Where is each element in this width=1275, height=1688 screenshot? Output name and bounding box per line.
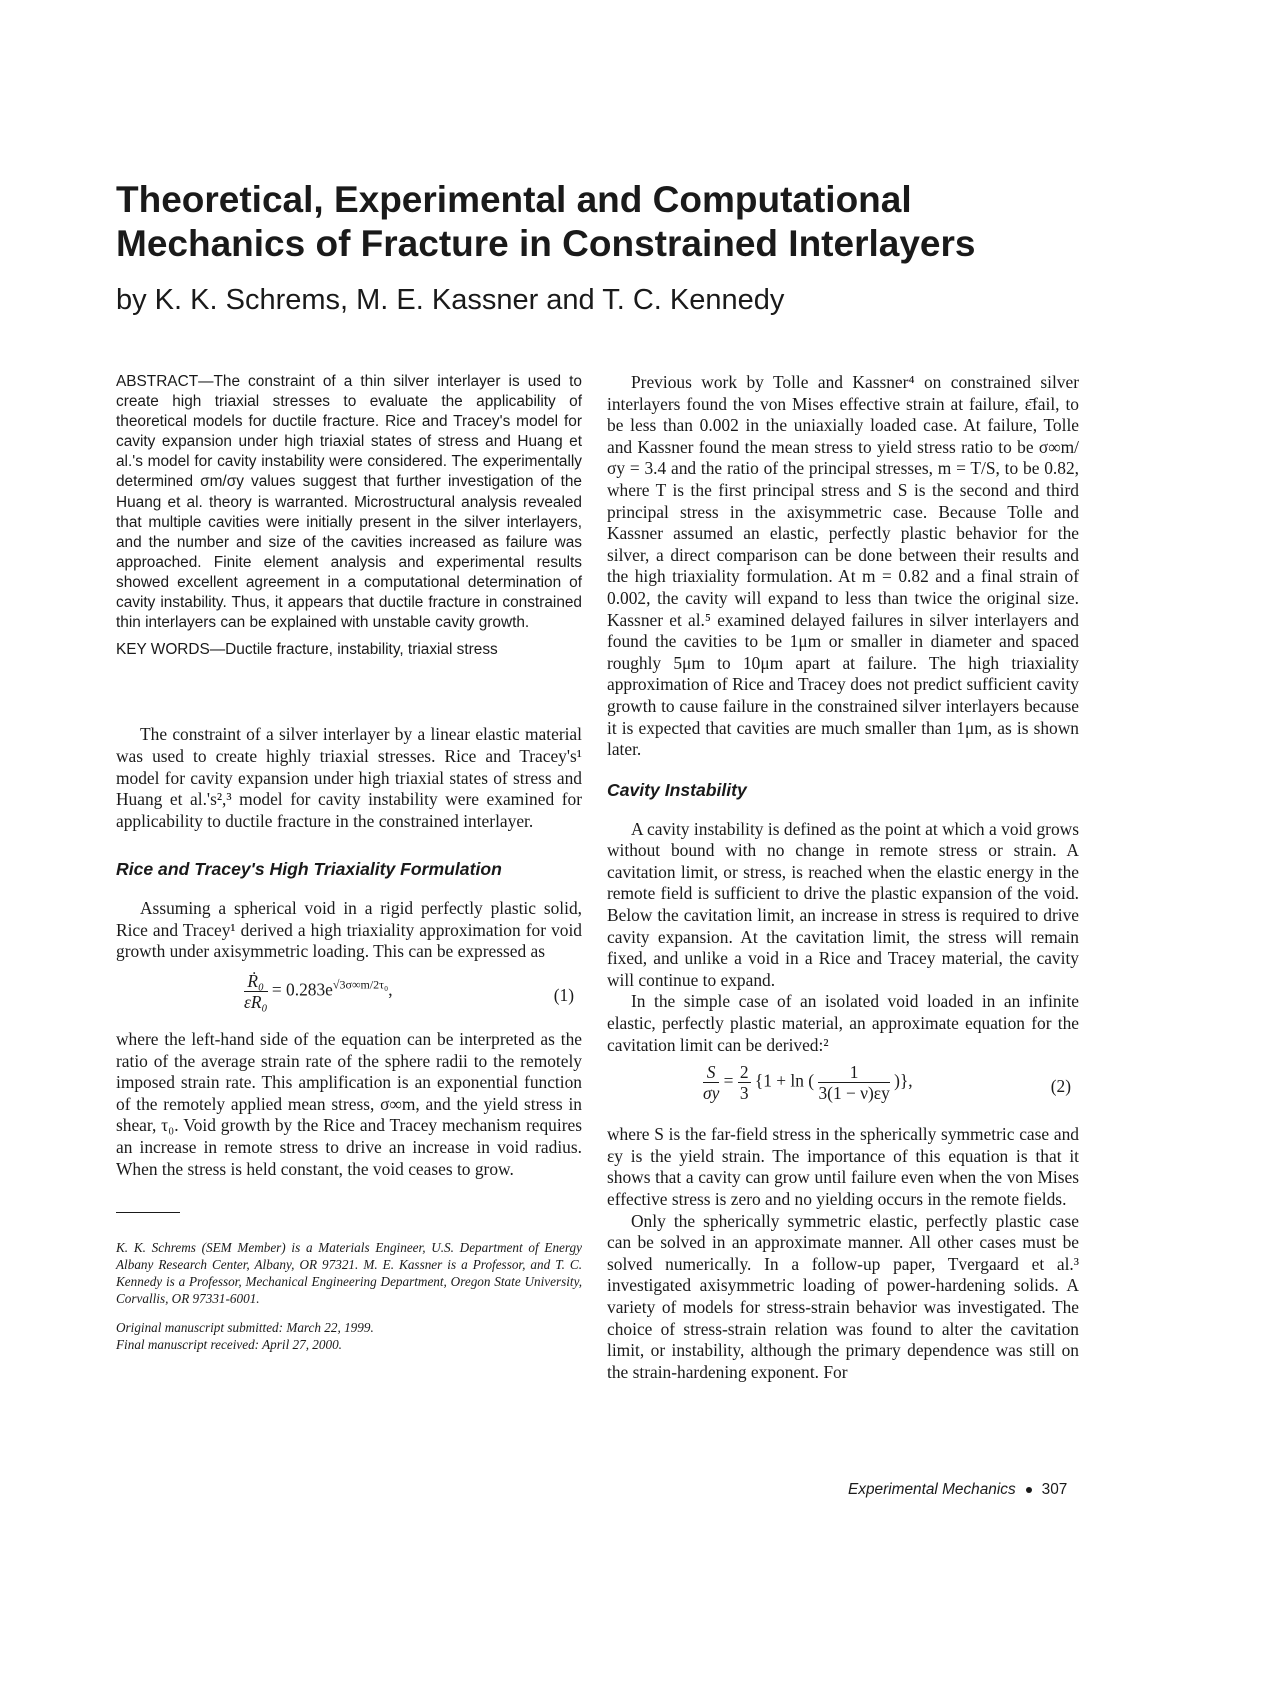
- title-line-2: Mechanics of Fracture in Constrained Interlayers: [116, 223, 976, 264]
- eq2-lhs-num: S: [703, 1062, 719, 1083]
- previous-work-paragraph: Previous work by Tolle and Kassner⁴ on constrained silver interlayers found the von Mises effective strain at failure, ε̄fail, to be less than 0.002 in the uniaxially loaded case. At failure, Tolle and Kassner found the mean stress to yield stress ratio to be σ∞m/σy = 3.4 and the ratio of the principal stresses, m = T/S, to be 0.82, where T is the first principal stress and S is the second and third principal stress in the axisymmetric case. Because Tolle and Kassner assumed an elastic, perfectly plastic behavior for the silver, a direct comparison can be done between their results and the high triaxiality formulation. At m = 0.82 and a final strain of 0.002, the cavity will expand to less than twice the original size. Kassner et al.⁵ examined delayed failures in silver interlayers and found the cavities to be 1μm or smaller in diameter and spaced roughly 5μm to 10μm apart at failure. The high triaxiality approximation of Rice and Tracey does not predict sufficient cavity growth to cause failure in the constrained silver interlayers because it is expected that cavities are much smaller than 1μm, as is shown later.: [607, 372, 1079, 760]
- keywords: KEY WORDS—Ductile fracture, instability, triaxial stress: [116, 641, 498, 659]
- rice-paragraph-1: Assuming a spherical void in a rigid perfectly plastic solid, Rice and Tracey¹ derived a high triaxiality approximation for void growth under axisymmetric loading. This can be expressed as: [116, 898, 582, 962]
- eq1-fraction: [244, 971, 268, 1012]
- cavity-paragraph-2: In the simple case of an isolated void loaded in an infinite elastic, perfectly plastic material, an approximate equation for the cavitation limit can be derived:²: [607, 991, 1079, 1055]
- eq2-lhs: [703, 1062, 719, 1103]
- eq1-denominator: ε̇R₀: [244, 992, 268, 1013]
- eq2-equals: =: [723, 1070, 734, 1091]
- eq2-coef: [738, 1062, 751, 1103]
- footnote-submitted: Original manuscript submitted: March 22, 1999.: [116, 1320, 374, 1336]
- footnote-received: Final manuscript received: April 27, 2000.: [116, 1337, 342, 1353]
- eq1-exponent: √3σ∞m/2τ₀: [332, 977, 389, 992]
- right-column: [607, 372, 1079, 1383]
- cavity-paragraph-4: Only the spherically symmetric elastic, perfectly plastic case can be solved in an approximate manner. All other cases must be solved numerically. In a follow-up paper, Tvergaard et al.³ investigated axisymmetric loading of power-hardening solids. A variety of models for stress-strain behavior was investigated. The choice of stress-strain relation was found to alter the cavitation limit, or instability, although the primary dependence was still on the strain-hardening exponent. For: [607, 1210, 1079, 1382]
- eq2-inner-num: 1: [818, 1062, 889, 1083]
- article-title: [116, 178, 1116, 266]
- eq2-inner-den: 3(1 − ν)εy: [818, 1083, 890, 1104]
- eq2-open: {1 + ln (: [754, 1070, 815, 1091]
- section-heading-rice-tracey: Rice and Tracey's High Triaxiality Formulation: [116, 859, 502, 880]
- equation-1: [116, 969, 582, 1025]
- eq2-number: (2): [1050, 1076, 1071, 1097]
- eq2-inner: [818, 1062, 889, 1103]
- left-column: [116, 372, 582, 1353]
- eq1-numerator: Ṙ₀: [244, 971, 268, 992]
- running-footer: [848, 1481, 1067, 1499]
- eq2-close: )},: [894, 1070, 913, 1091]
- intro-paragraph: The constraint of a silver interlayer by a linear elastic material was used to create highly triaxial stresses. Rice and Tracey's¹ model for cavity expansion under high triaxial states of stress and Huang et al.'s²,³ model for cavity instability were examined for applicability to ductile fracture in the constrained interlayer.: [116, 724, 582, 831]
- author-byline: by K. K. Schrems, M. E. Kassner and T. C. Kennedy: [116, 284, 785, 316]
- eq1-rhs: = 0.283e: [271, 979, 333, 1000]
- journal-name: Experimental Mechanics: [848, 1481, 1016, 1498]
- eq2-coef-num: 2: [739, 1062, 749, 1083]
- abstract: ABSTRACT—The constraint of a thin silver interlayer is used to create high triaxial stresses to evaluate the applicability of theoretical models for ductile fracture. Rice and Tracey's model for cavity expansion under high triaxial states of stress and Huang et al.'s model for cavity instability were considered. The experimentally determined σm/σy values suggest that further investigation of the Huang et al. theory is warranted. Microstructural analysis revealed that multiple cavities were initially present in the silver interlayers, and the number and size of the cavities increased as failure was approached. Finite element analysis and experimental results showed excellent agreement in a computational determination of cavity instability. Thus, it appears that ductile fracture in constrained thin interlayers can be explained with unstable cavity growth.: [116, 373, 582, 632]
- title-line-1: Theoretical, Experimental and Computational: [116, 179, 912, 220]
- equation-2: [607, 1060, 1079, 1120]
- eq2-lhs-den: σy: [703, 1083, 720, 1104]
- cavity-paragraph-3: where S is the far-field stress in the spherically symmetric case and εy is the yield strain. The importance of this equation is that it shows that a cavity can grow until failure even when the von Mises effective stress is zero and no yielding occurs in the remote fields.: [607, 1124, 1079, 1209]
- footnote-authors: K. K. Schrems (SEM Member) is a Materials Engineer, U.S. Department of Energy Albany Research Center, Albany, OR 97321. M. E. Kassner is a Professor, and T. C. Kennedy is a Professor, Mechanical Engineering Department, Oregon State University, Corvallis, OR 97331-6001.: [116, 1240, 582, 1307]
- eq1-number: (1): [553, 985, 574, 1006]
- page-number: 307: [1041, 1481, 1068, 1498]
- cavity-paragraph-1: A cavity instability is defined as the point at which a void grows without bound with no change in remote stress or strain. A cavitation limit, or stress, is reached when the elastic energy in the remote field is sufficient to drive the plastic expansion of the void. Below the cavitation limit, an increase in stress is required to drive cavity expansion. At the cavitation limit, the stress will remain fixed, and unlike a void in a Rice and Tracey material, the cavity will continue to expand.: [607, 818, 1079, 990]
- section-heading-cavity-instability: Cavity Instability: [607, 779, 747, 800]
- bullet-separator: [1026, 1487, 1032, 1493]
- eq1-comma: ,: [388, 979, 393, 1000]
- eq2-coef-den: 3: [739, 1083, 749, 1104]
- rice-paragraph-2: where the left-hand side of the equation can be interpreted as the ratio of the average strain rate of the sphere radii to the remotely imposed strain rate. This amplification is an exponential function of the remotely applied mean stress, σ∞m, and the yield stress in shear, τ₀. Void growth by the Rice and Tracey mechanism requires an increase in remote stress to drive an increase in void radius. When the stress is held constant, the void ceases to grow.: [116, 1029, 582, 1179]
